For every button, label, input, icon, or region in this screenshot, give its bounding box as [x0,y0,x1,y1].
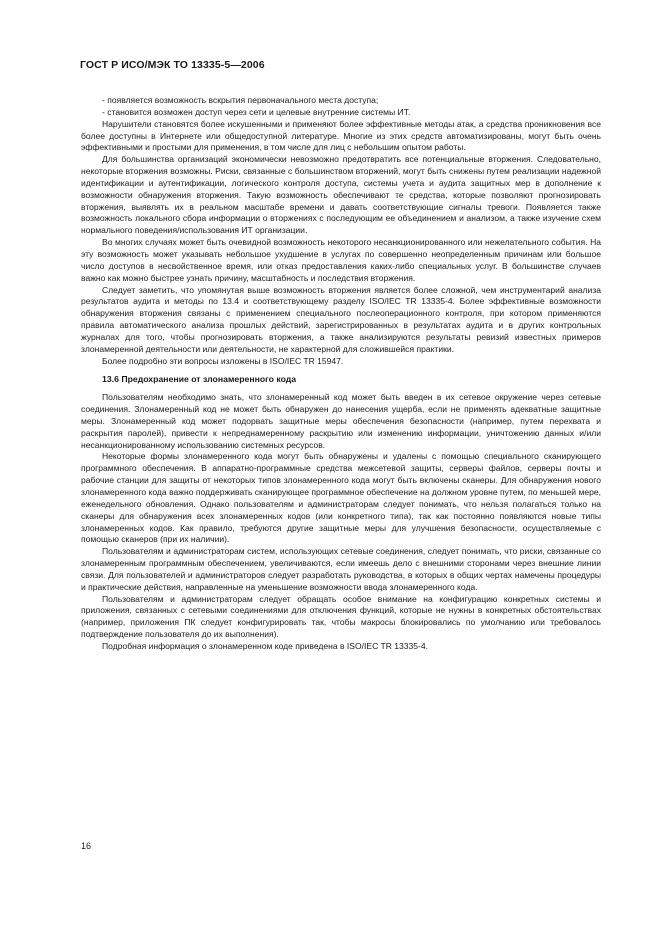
list-item: - появляется возможность вскрытия первоначального места доступа; [102,95,379,105]
paragraph: Более подробно эти вопросы изложены в ISO/IEC TR 15947. [102,355,344,366]
page-number: 16 [81,841,92,851]
page-header: ГОСТ Р ИСО/МЭК ТО 13335-5—2006 [80,59,265,71]
list-item: - становится возможен доступ через сети и целевые внутренние системы ИТ. [102,106,411,117]
paragraph: Пользователям и администраторам следует обращать особое внимание на конфигурацию конкретных системы и приложения, связанных с сетевыми соединениями для отключения функций, которые не нужны в конкретных обстоятельствах (например, приложения ПК следует конфигурировать так, чтобы макросы блокировались по умолчанию или требовалось подтверждение пользователя до их выполнения). [81,593,601,640]
page-body [81,95,601,653]
paragraph: Нарушители становятся более искушенными и применяют более эффективные методы атак, а средства проникновения все более доступны в Интернете или общедоступной литературе. Многие из этих средств автоматизированы, могут быть очень эффективными и простыми для применения, в том числе для лиц с небольшим опытом работы. [81,118,601,153]
paragraph: Некоторые формы злонамеренного кода могут быть обнаружены и удалены с помощью специального сканирующего программного обеспечения. В аппаратно-программные средства межсетевой защиты, серверы файлов, серверы почты и рабочие станции для защиты от некоторых типов злонамеренного кода могут быть включены сканеры. Для обнаружения нового злонамеренного кода важно поддерживать сканирующее программное обеспечение на должном уровне путем, по меньшей мере, еженедельного обновления. Однако пользователям и администраторам следует понимать, что нельзя полагаться только на сканеры для обнаружения всех злонамеренных кодов (или конкретного типа), так как постоянно появляются новые типы злонамеренных кодов. Как правило, требуются другие защитные меры для улучшения безопасности, осуществляемые с помощью сканеров (при их наличии). [81,451,601,545]
section-heading: 13.6 Предохранение от злонамеренного кода [102,374,297,385]
paragraph: Подробная информация о злонамеренном коде приведена в ISO/IEC TR 13335-4. [102,640,429,651]
paragraph: Во многих случаях может быть очевидной возможность некоторого несанкционированного или нежелательного события. На эту возможность может указывать небольшое ухудшение в услугах по совершенно неопределенным причинам или большое число доступов в несвойственное время, или отказ предоставления каких-либо специальных услуг. В большинстве случаев важно как можно быстрее узнать причину, масштабность и последствия вторжения. [81,237,601,283]
paragraph: Для большинства организаций экономически невозможно предотвратить все потенциальные вторжения. Следовательно, некоторые вторжения возможны. Риски, связанные с большинством вторжений, могут быть снижены путем реализации надежной идентификации и аутентификации, логического контроля доступа, системы учета и аудита защитных мер в дополнение к возможности обнаружения вторжения. Такую возможность обеспечивают те средства, которые позволяют прогнозировать вторжения, выявлять их в реальном масштабе времени и давать соответствующие сигналы тревоги. Появляется также возможность локального сбора информации о вторжениях с последующим ее объединением и анализом, а также изучение схем нормального поведения/использования ИТ организации. [81,154,601,236]
paragraph: Пользователям необходимо знать, что злонамеренный код может быть введен в их сетевое окружение через сетевые соединения. Злонамеренный код не может быть обнаружен до нанесения ущерба, если не применять адекватные защитные меры. Злонамеренный код может подорвать защитные меры обеспечения безопасности (например, путем перехвата и раскрытия паролей), привести к непреднамеренному раскрытию или изменению информации, уничтожению данных и/или несанкционированному использованию системных ресурсов. [81,392,601,450]
paragraph: Следует заметить, что упомянутая выше возможность вторжения является более сложной, чем инструментарий анализа результатов аудита и методы по 13.4 и соответствующему разделу ISO/IEC TR 13335-4. Более эффективные возможности обнаружения вторжения связаны с применением специального послеоперационного контроля, при котором применяются правила автоматического анализа прошлых действий, зарегистрированных в результатах аудита и в других контрольных журналах для того, чтобы прогнозировать вторжения, а также анализируются результаты ревизий известных примеров злонамеренной деятельности или деятельности, не характерной для сложившейся практики. [81,284,601,354]
paragraph: Пользователям и администраторам систем, использующих сетевые соединения, следует понимать, что риски, связанные со злонамеренным программным обеспечением, увеличиваются, если имеешь дело с внешними сторонами через внешние линии связи. Для пользователей и администраторов следует разработать руководства, в которых в общих чертах намечены процедуры и практические действия, направленные на уменьшение возможности ввода злонамеренного кода. [81,546,601,592]
